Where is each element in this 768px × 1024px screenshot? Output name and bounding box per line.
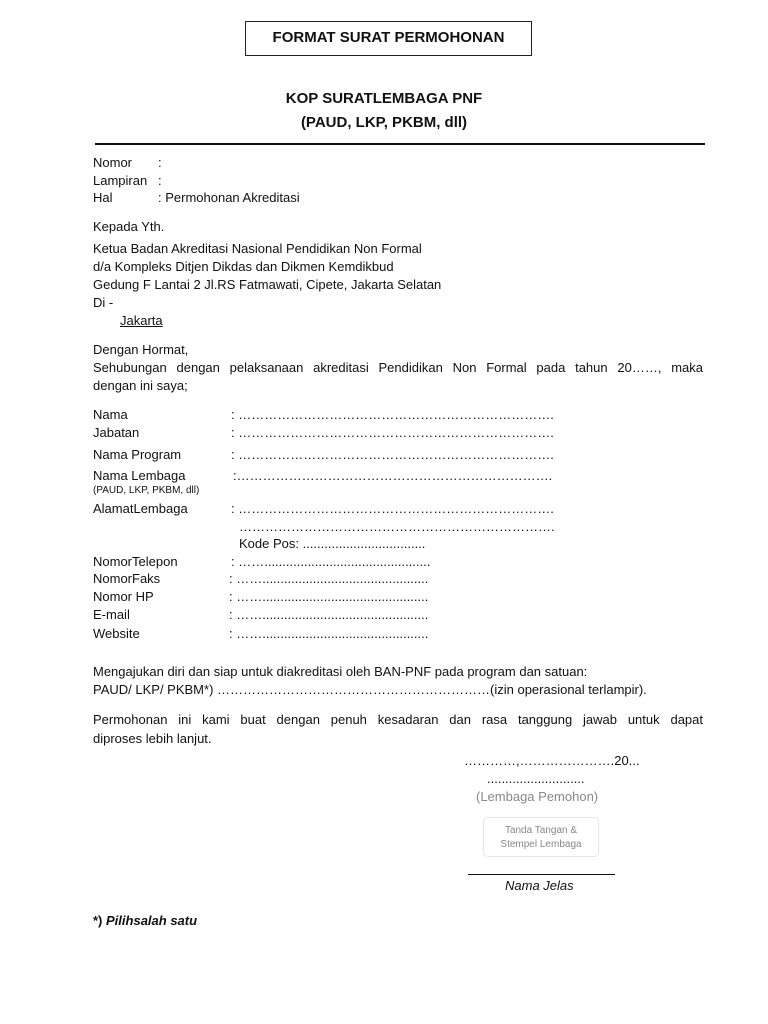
website-label: Website (93, 626, 140, 641)
recipient-greeting: Kepada Yth. (93, 219, 165, 234)
place-date: …………,………………….20... (464, 753, 640, 768)
stamp-line2: Stempel Lembaga (500, 839, 582, 850)
lampiran-colon: : (158, 173, 162, 188)
salutation: Dengan Hormat, (93, 342, 189, 357)
recipient-line1: Ketua Badan Akreditasi Nasional Pendidikan Non Formal (93, 241, 422, 256)
footnote-text: Pilihsalah satu (106, 913, 198, 928)
nomor-colon: : (158, 155, 162, 170)
format-title: FORMAT SURAT PERMOHONAN (245, 21, 532, 56)
website-value: : …….............................................. (229, 626, 429, 641)
program-label: Nama Program (93, 447, 182, 462)
request-line1: Permohonan ini kami buat dengan penuh kesadaran dan rasa tanggung jawab untuk dapat (93, 712, 703, 727)
recipient-city: Jakarta (120, 313, 163, 328)
footnote (93, 912, 197, 930)
signature-line (468, 874, 615, 875)
kop-title: KOP SURATLEMBAGA PNF (285, 90, 483, 107)
nama-value: : ………………………………………………………………. (231, 407, 554, 422)
intro-line2: dengan ini saya; (93, 378, 188, 393)
stamp-placeholder (483, 817, 599, 857)
kodepos: Kode Pos: .................................. (239, 536, 426, 551)
alamat-label: AlamatLembaga (93, 501, 188, 516)
request-line2: diproses lebih lanjut. (93, 731, 212, 746)
apply-line1: Mengajukan diri dan siap untuk diakreditasi oleh BAN-PNF pada program dan satuan: (93, 664, 588, 679)
alamat-value1: : ………………………………………………………………. (231, 501, 554, 516)
telepon-value: : …….............................................. (231, 554, 431, 569)
intro-line1: Sehubungan dengan pelaksanaan akreditasi Pendidikan Non Formal pada tahun 20……, maka (93, 360, 703, 375)
nomor-label: Nomor (93, 155, 133, 170)
lembaga-value: :………………………………………………………………. (233, 468, 553, 483)
faks-label: NomorFaks (93, 571, 161, 586)
lembaga-note: (PAUD, LKP, PKBM, dll) (93, 485, 200, 496)
hal-label: Hal (93, 190, 113, 205)
recipient-line2: d/a Kompleks Ditjen Dikdas dan Dikmen Kemdikbud (93, 259, 394, 274)
program-value: : ………………………………………………………………. (231, 447, 554, 462)
lampiran-label: Lampiran (93, 173, 148, 188)
apply-line2: PAUD/ LKP/ PKBM*) ………………………………………………………(izin operasional terlampir). (93, 682, 647, 697)
stamp-line1: Tanda Tangan & (504, 825, 578, 836)
nama-label: Nama (93, 407, 128, 422)
email-label: E-mail (93, 607, 130, 622)
hp-value: : …….............................................. (229, 589, 429, 604)
signer-name: Nama Jelas (505, 878, 574, 893)
institution-label: (Lembaga Pemohon) (476, 789, 599, 804)
alamat-value2: ………………………………………………………………. (239, 519, 555, 534)
jabatan-label: Jabatan (93, 425, 140, 440)
telepon-label: NomorTelepon (93, 554, 178, 569)
header-rule (95, 143, 705, 145)
jabatan-value: : ………………………………………………………………. (231, 425, 554, 440)
recipient-line3: Gedung F Lantai 2 Jl.RS Fatmawati, Cipete, Jakarta Selatan (93, 277, 442, 292)
faks-value: : …….............................................. (229, 571, 429, 586)
signature-dots: ........................... (487, 771, 585, 786)
hp-label: Nomor HP (93, 589, 154, 604)
hal-value: : Permohonan Akreditasi (158, 190, 300, 205)
footnote-mark: *) (93, 913, 103, 928)
recipient-di: Di - (93, 295, 114, 310)
kop-subtitle: (PAUD, LKP, PKBM, dll) (300, 114, 468, 131)
lembaga-label: Nama Lembaga (93, 468, 186, 483)
email-value: : …….............................................. (229, 607, 429, 622)
